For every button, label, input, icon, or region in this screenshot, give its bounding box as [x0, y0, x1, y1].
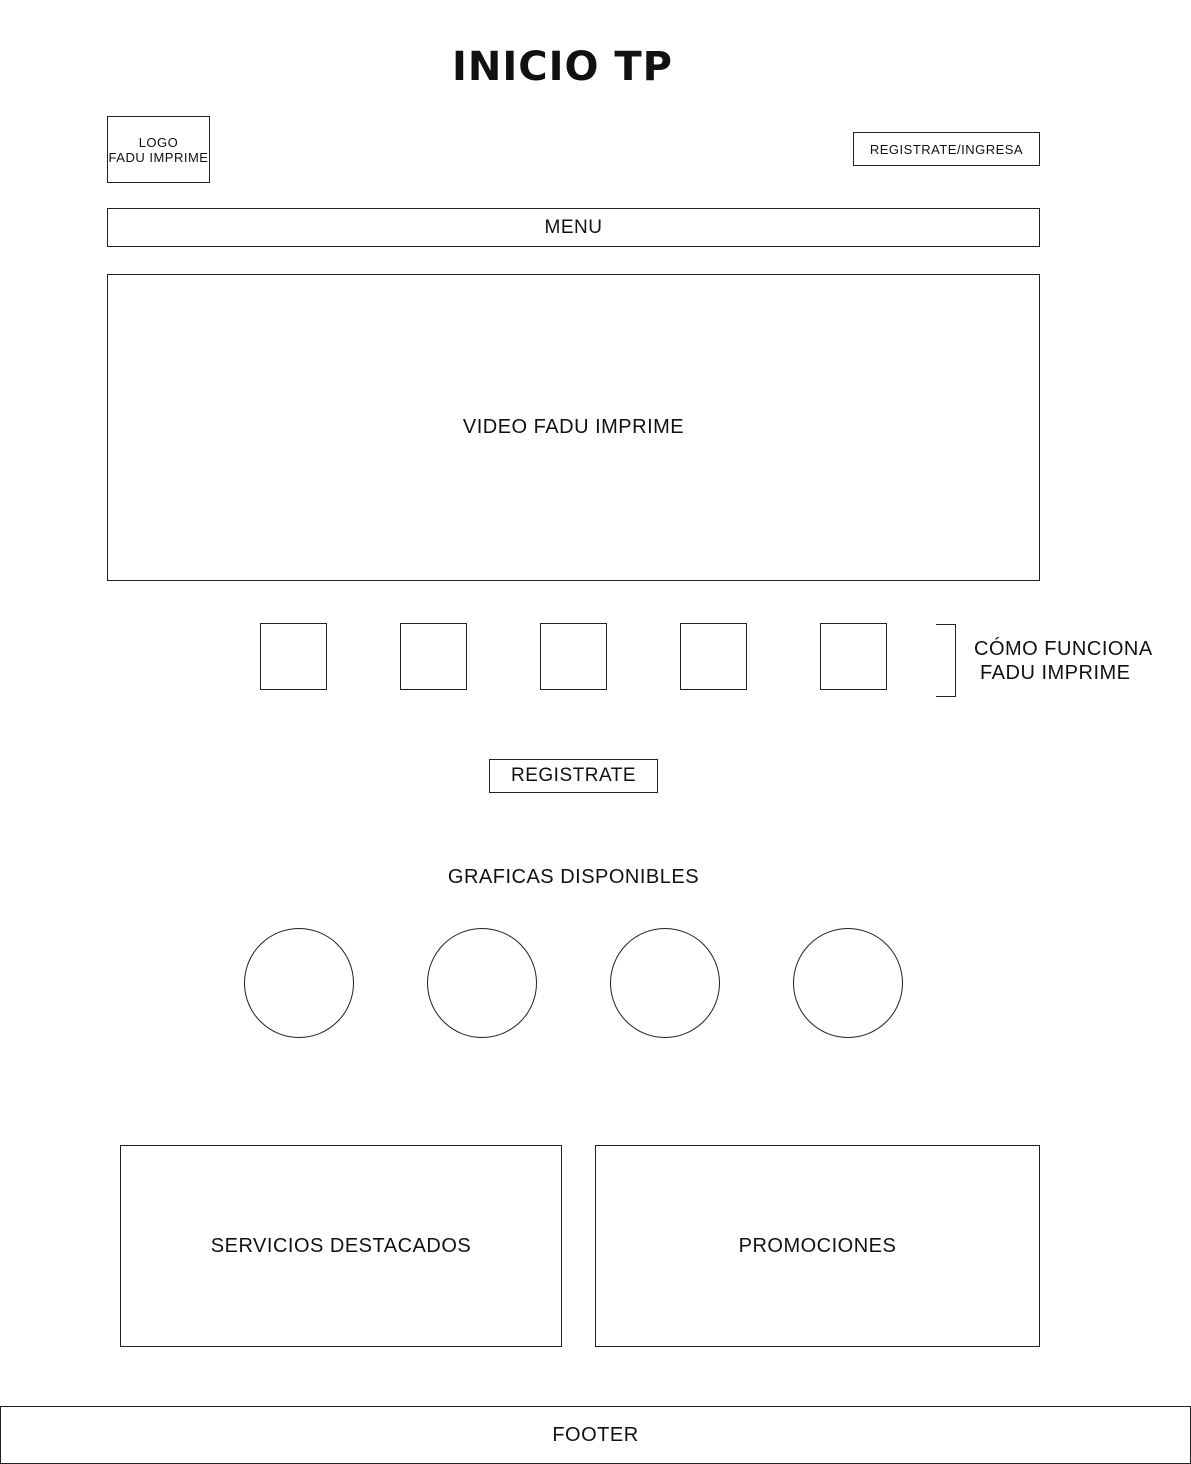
register-button[interactable]: REGISTRATE	[489, 759, 658, 793]
video-player[interactable]: VIDEO FADU IMPRIME	[107, 274, 1040, 581]
how-it-works-line-2: FADU IMPRIME	[974, 662, 1131, 684]
how-it-works-step-1[interactable]	[260, 623, 327, 690]
grafica-item-4[interactable]	[793, 928, 903, 1038]
grafica-item-3[interactable]	[610, 928, 720, 1038]
logo-line-1: LOGO	[138, 134, 179, 150]
page-title: INICIO TP	[451, 44, 673, 90]
servicios-destacados[interactable]: SERVICIOS DESTACADOS	[120, 1145, 562, 1347]
footer: FOOTER	[0, 1406, 1191, 1464]
how-it-works-step-4[interactable]	[680, 623, 747, 690]
how-it-works-step-2[interactable]	[400, 623, 467, 690]
how-it-works-bracket	[936, 624, 956, 697]
logo[interactable]	[107, 116, 210, 183]
how-it-works-label	[974, 637, 1153, 685]
how-it-works-step-5[interactable]	[820, 623, 887, 690]
register-login-button[interactable]: REGISTRATE/INGRESA	[853, 132, 1040, 166]
how-it-works-step-3[interactable]	[540, 623, 607, 690]
main-menu[interactable]: MENU	[107, 208, 1040, 247]
grafica-item-1[interactable]	[244, 928, 354, 1038]
how-it-works-line-1: CÓMO FUNCIONA	[974, 638, 1153, 660]
grafica-item-2[interactable]	[427, 928, 537, 1038]
graficas-title: GRAFICAS DISPONIBLES	[447, 866, 700, 888]
promociones[interactable]: PROMOCIONES	[595, 1145, 1040, 1347]
logo-line-2: FADU IMPRIME	[108, 149, 209, 165]
